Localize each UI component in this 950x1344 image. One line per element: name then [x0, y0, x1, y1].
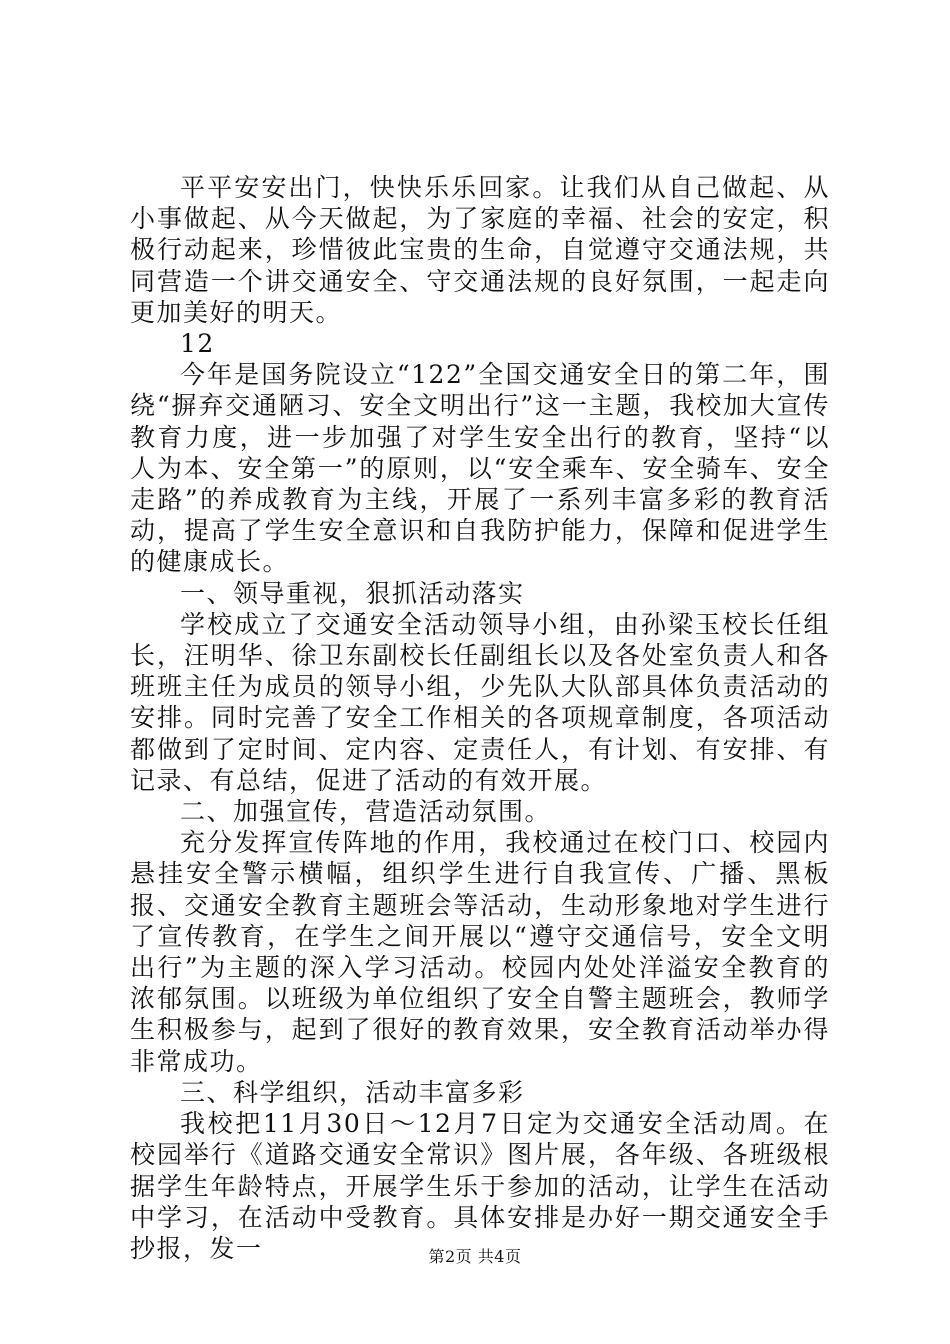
paragraph-section-3: 我校把11月30日～12月7日定为交通安全活动周。在校园举行《道路交通安全常识》图片展，各年级、各班级根据学生年龄特点，开展学生乐于参加的活动，让学生在活动中学习，在活动中受教育。具体安排是办好一期交通安全手抄报，发一 [130, 1109, 830, 1263]
paragraph-closing: 平平安安出门，快快乐乐回家。让我们从自己做起、从小事做起、从今天做起，为了家庭的幸福、社会的安定，积极行动起来，珍惜彼此宝贵的生命，自觉遵守交通法规，共同营造一个讲交通安全、守交通法规的良好氛围，一起走向更加美好的明天。 [130, 173, 830, 327]
section-heading-3: 三、科学组织，活动丰富多彩 [180, 1077, 525, 1107]
paragraph-section-2: 充分发挥宣传阵地的作用，我校通过在校门口、校园内悬挂安全警示横幅，组织学生进行自我宣传、广播、黑板报、交通安全教育主题班会等活动，生动形象地对学生进行了宣传教育，在学生之间开展以“遵守交通信号，安全文明出行”为主题的深入学习活动。校园内处处洋溢安全教育的浓郁氛围。以班级为单位组织了安全自警主题班会，教师学生积极参与，起到了很好的教育效果，安全教育活动举办得非常成功。 [130, 828, 830, 1076]
paragraph-section-1: 学校成立了交通安全活动领导小组，由孙梁玉校长任组长，汪明华、徐卫东副校长任副组长以及各处室负责人和各班班主任为成员的领导小组，少先队大队部具体负责活动的安排。同时完善了安全工作相关的各项规章制度，各项活动都做到了定时间、定内容、定责任人，有计划、有安排、有记录、有总结，促进了活动的有效开展。 [130, 609, 830, 795]
page-footer: 第2页 共4页 [428, 1247, 522, 1266]
document-body [130, 172, 830, 1264]
paragraph-intro: 今年是国务院设立“122”全国交通安全日的第二年，围绕“摒弃交通陋习、安全文明出行”这一主题，我校加大宣传教育力度，进一步加强了对学生安全出行的教育，坚持“以人为本、安全第一”的原则，以“安全乘车、安全骑车、安全走路”的养成教育为主线，开展了一系列丰富多彩的教育活动，提高了学生安全意识和自我防护能力，保障和促进学生的健康成长。 [130, 360, 830, 577]
paragraph-number: 12 [180, 329, 215, 359]
section-heading-1: 一、领导重视，狠抓活动落实 [180, 578, 525, 608]
section-heading-2: 二、加强宣传，营造活动氛围。 [180, 797, 552, 827]
